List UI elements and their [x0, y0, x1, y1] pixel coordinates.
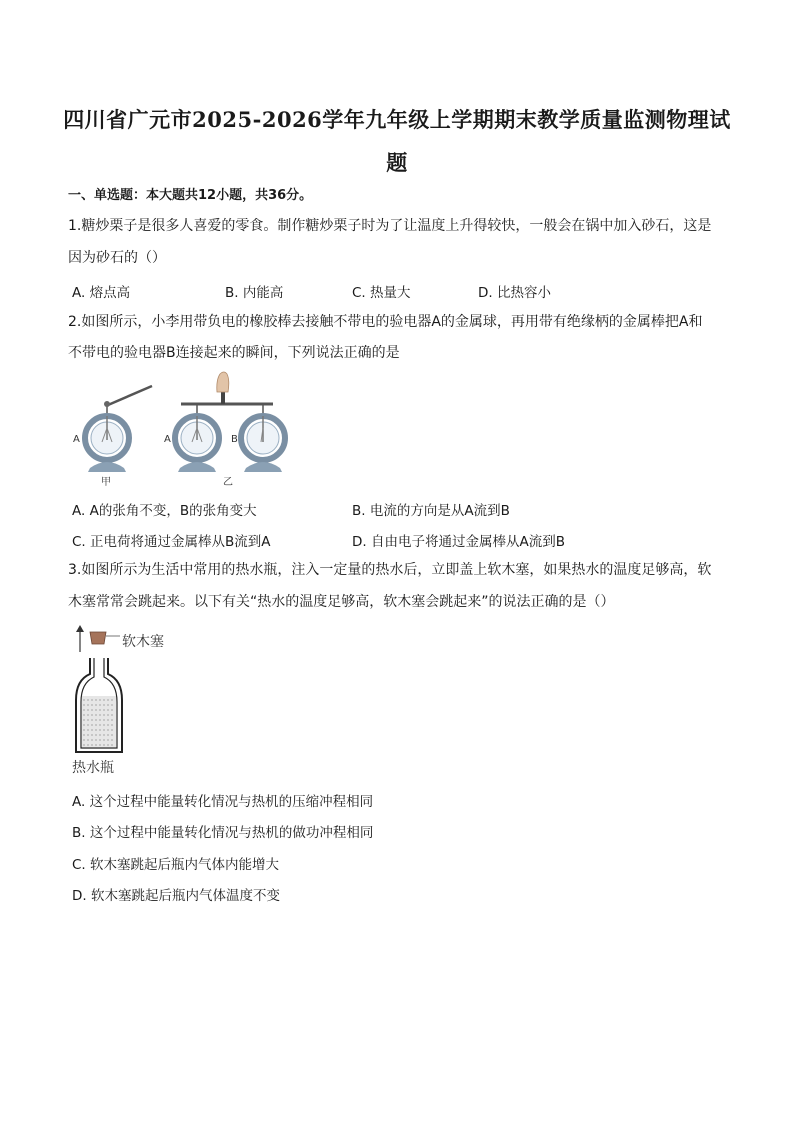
electroscope-figure	[68, 368, 288, 490]
electroscope-b	[241, 405, 285, 472]
hand-icon	[217, 372, 229, 404]
thermos-label: 热水瓶	[72, 760, 114, 776]
cork-icon	[90, 632, 106, 644]
q1-option-b: B. 内能高	[225, 285, 284, 301]
q2-option-d: D. 自由电子将通过金属棒从A流到B	[352, 534, 565, 550]
thermos-bottle	[76, 658, 122, 752]
q1-option-a: A. 熔点高	[72, 285, 131, 301]
q1-stem-line2: 因为砂石的（）	[68, 250, 166, 266]
q2-option-c: C. 正电荷将通过金属棒从B流到A	[72, 534, 271, 550]
q1-stem-line1: 1.糖炒栗子是很多人喜爱的零食。制作糖炒栗子时为了让温度上升得较快，一般会在锅中加入砂石，这是	[68, 218, 712, 234]
q1-option-d: D. 比热容小	[478, 285, 551, 301]
q2-option-a: A. A的张角不变，B的张角变大	[72, 503, 257, 519]
electroscope-a-left	[85, 401, 129, 472]
label-a-right: A	[164, 434, 171, 445]
q3-option-a: A. 这个过程中能量转化情况与热机的压缩冲程相同	[72, 794, 374, 810]
q3-option-d: D. 软木塞跳起后瓶内气体温度不变	[72, 888, 280, 904]
rubber-rod	[108, 386, 152, 405]
exam-title-line1: 四川省广元市2025-2026学年九年级上学期期末教学质量监测物理试	[63, 107, 731, 132]
q3-stem-line2: 木塞常常会跳起来。以下有关“热水的温度足够高，软木塞会跳起来”的说法正确的是（）	[68, 594, 615, 610]
q3-stem-line1: 3.如图所示为生活中常用的热水瓶，注入一定量的热水后，立即盖上软木塞，如果热水的温度足够高，软	[68, 562, 712, 578]
thermos-figure	[66, 622, 196, 778]
label-a-left: A	[73, 434, 80, 445]
label-jia: 甲	[101, 477, 111, 488]
label-yi: 乙	[223, 477, 233, 488]
section-heading: 一、单选题：本大题共12小题，共36分。	[68, 188, 313, 203]
label-b: B	[231, 434, 238, 445]
cork-label: 软木塞	[122, 634, 164, 650]
exam-title-line2: 题	[386, 150, 408, 175]
electroscope-a-right	[175, 405, 219, 472]
q1-option-c: C. 热量大	[352, 285, 411, 301]
q3-option-b: B. 这个过程中能量转化情况与热机的做功冲程相同	[72, 825, 374, 841]
q3-option-c: C. 软木塞跳起后瓶内气体内能增大	[72, 857, 280, 873]
q2-stem-line1: 2.如图所示，小李用带负电的橡胶棒去接触不带电的验电器A的金属球，再用带有绝缘柄的金属棒把A和	[68, 314, 703, 330]
q2-option-b: B. 电流的方向是从A流到B	[352, 503, 510, 519]
q2-stem-line2: 不带电的验电器B连接起来的瞬间，下列说法正确的是	[68, 345, 400, 361]
